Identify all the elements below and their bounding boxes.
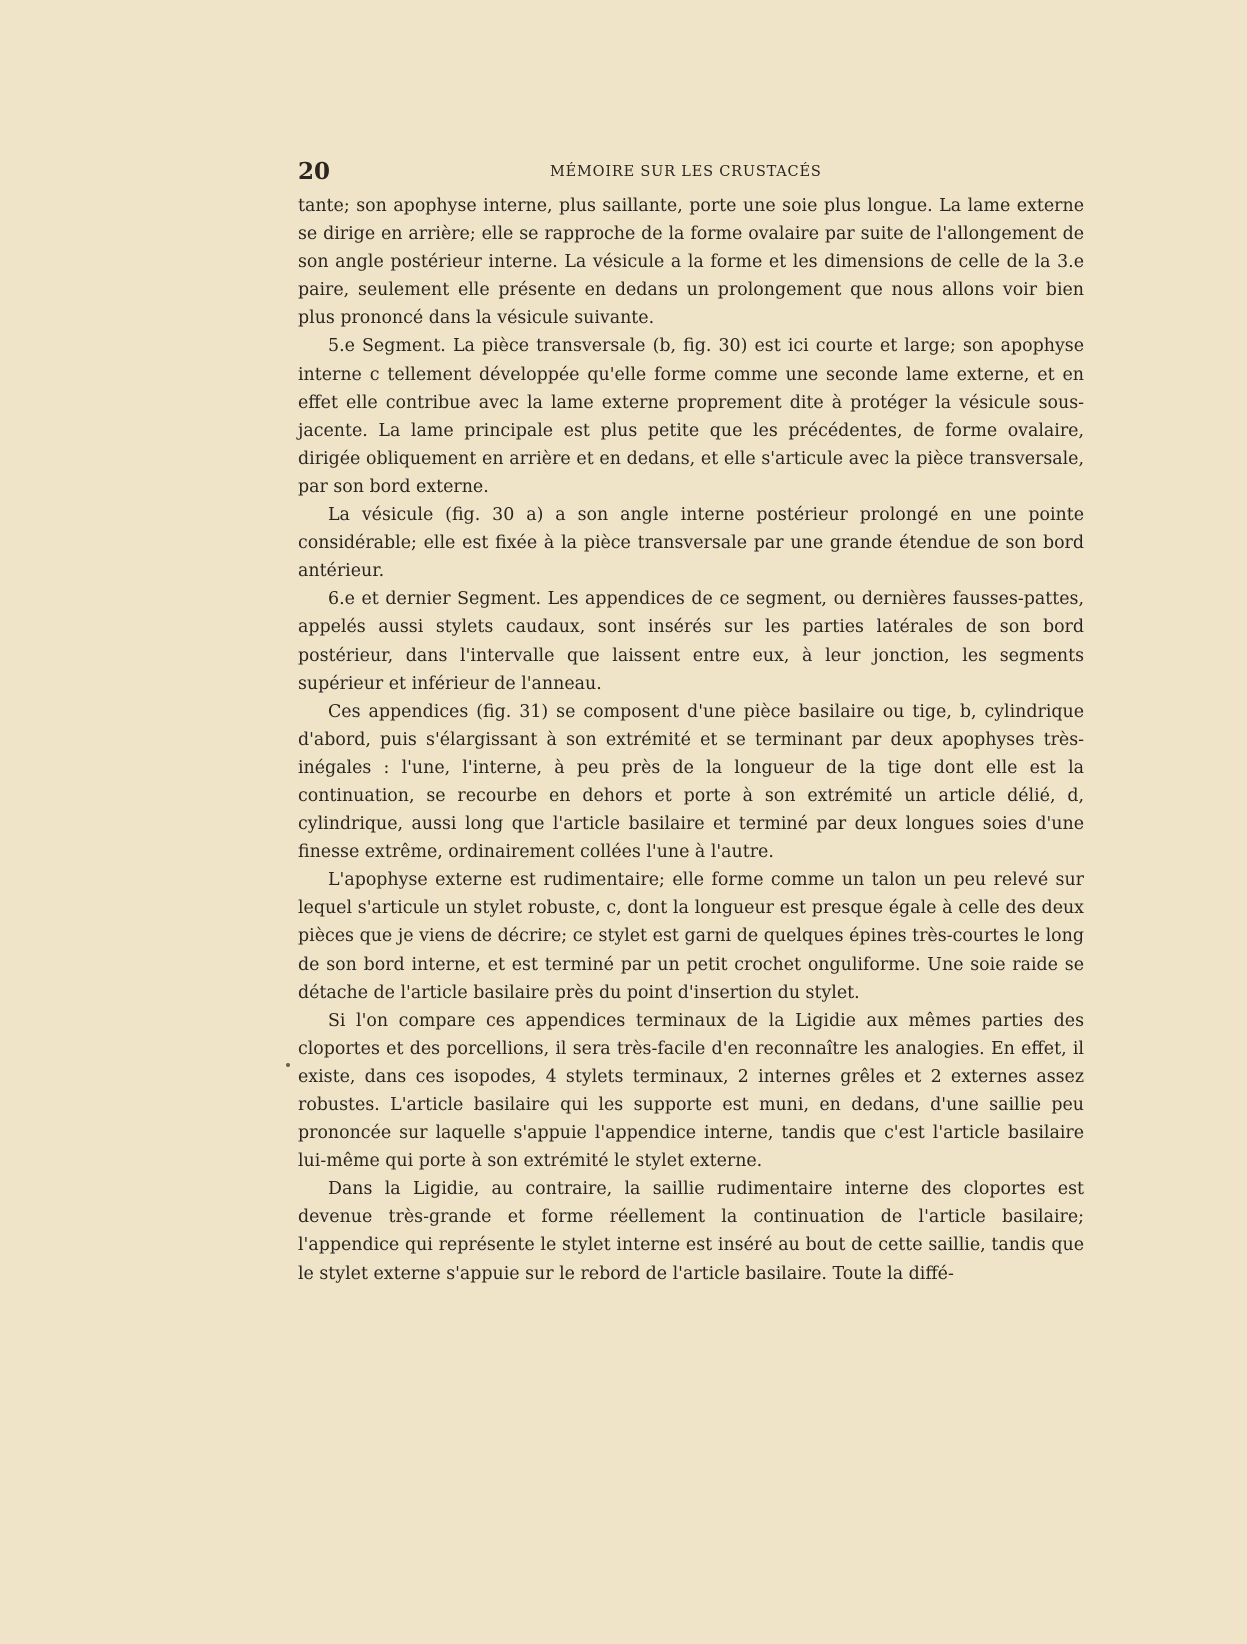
margin-mark: [286, 1063, 290, 1067]
paragraph: tante; son apophyse interne, plus saillante, porte une soie plus longue. La lame externe se dirige en arrière; elle se rapproche de la forme ovalaire par suite de l'allongement de son angle postérieur interne. La vésicule a la forme et les dimensions de celle de la 3.e paire, seulement elle présente en dedans un prolongement que nous allons voir bien plus prononcé dans la vésicule suivante.: [298, 196, 1084, 329]
paragraph: Si l'on compare ces appendices terminaux de la Ligidie aux mêmes parties des cloportes et des porcellions, il sera très-facile d'en reconnaître les analogies. En effet, il existe, dans ces isopodes, 4 stylets terminaux, 2 internes grêles et 2 externes assez robustes. L'article basilaire qui les supporte est muni, en dedans, d'une saillie peu prononcée sur laquelle s'appuie l'appendice interne, tandis que c'est l'article basilaire lui-même qui porte à son extrémité le stylet externe.: [298, 1010, 1084, 1172]
paragraph: L'apophyse externe est rudimentaire; elle forme comme un talon un peu relevé sur lequel s'articule un stylet robuste, c, dont la longueur est presque égale à celle des deux pièces que je viens de décrire; ce stylet est garni de quelques épines très-courtes le long de son bord interne, et est terminé par un petit crochet onguliforme. Une soie raide se détache de l'article basilaire près du point d'insertion du stylet.: [298, 870, 1084, 1003]
body-text: [298, 192, 1084, 1288]
paragraph: 6.e et dernier Segment. Les appendices de ce segment, ou dernières fausses-pattes, appelés aussi stylets caudaux, sont insérés sur les parties latérales de son bord postérieur, dans l'intervalle que laissent entre eux, à leur jonction, les segments supérieur et inférieur de l'anneau.: [298, 589, 1084, 694]
running-title: MÉMOIRE SUR LES CRUSTACÉS: [550, 164, 822, 180]
paragraph: La vésicule (fig. 30 a) a son angle interne postérieur prolongé en une pointe considérable; elle est fixée à la pièce transversale par une grande étendue de son bord antérieur.: [298, 505, 1084, 582]
page-number: 20: [298, 158, 331, 185]
paragraph: Ces appendices (fig. 31) se composent d'une pièce basilaire ou tige, b, cylindrique d'abord, puis s'élargissant à son extrémité et se terminant par deux apophyses très-inégales : l'une, l'interne, à peu près de la longueur de la tige dont elle est la continuation, se recourbe en dehors et porte à son extrémité un article délié, d, cylindrique, aussi long que l'article basilaire et terminé par deux longues soies d'une finesse extrême, ordinairement collées l'une à l'autre.: [298, 701, 1084, 863]
paragraph: 5.e Segment. La pièce transversale (b, fig. 30) est ici courte et large; son apophyse interne c tellement développée qu'elle forme comme une seconde lame externe, et en effet elle contribue avec la lame externe proprement dite à protéger la vésicule sous-jacente. La lame principale est plus petite que les précédentes, de forme ovalaire, dirigée obliquement en arrière et en dedans, et elle s'articule avec la pièce transversale, par son bord externe.: [298, 336, 1084, 497]
page-header: [298, 158, 918, 188]
paragraph: Dans la Ligidie, au contraire, la saillie rudimentaire interne des cloportes est devenue très-grande et forme réellement la continuation de l'article basilaire; l'appendice qui représente le stylet interne est inséré au bout de cette saillie, tandis que le stylet externe s'appuie sur le rebord de l'article basilaire. Toute la diffé-: [298, 1179, 1084, 1284]
